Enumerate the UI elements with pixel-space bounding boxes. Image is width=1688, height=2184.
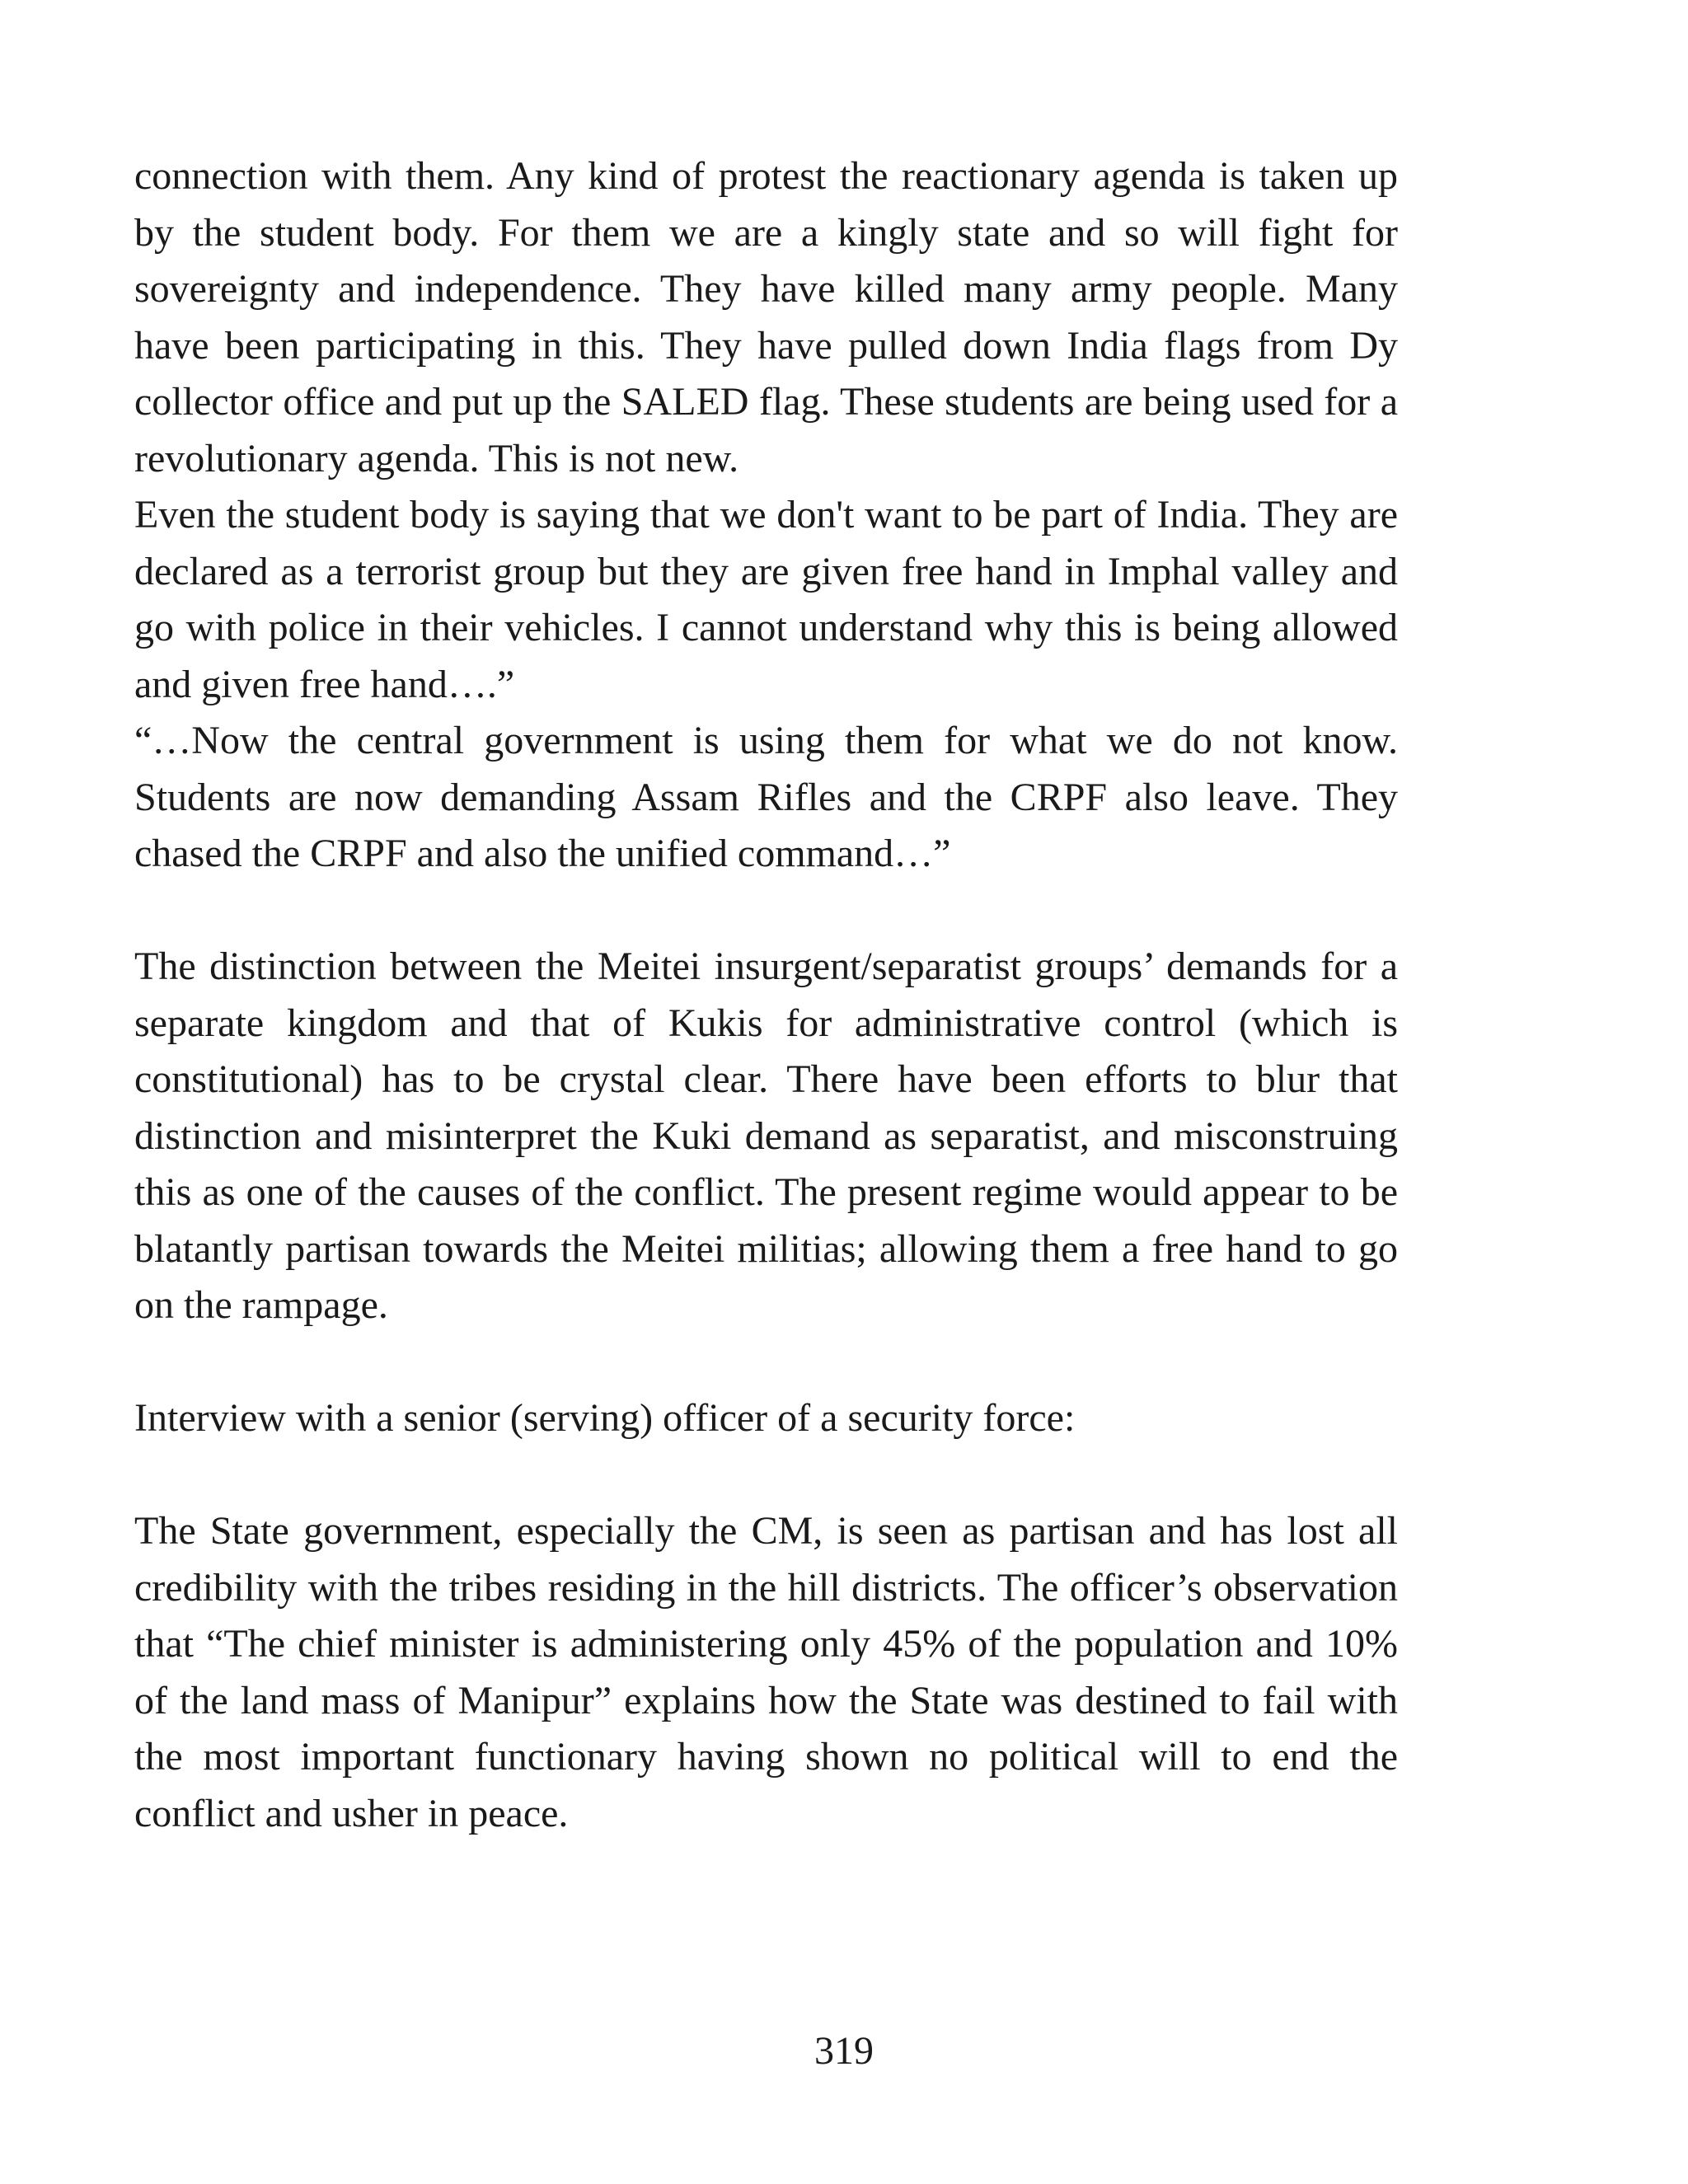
page-body xyxy=(134,148,1398,1842)
paragraph-interview-heading: Interview with a senior (serving) officer of a security force: xyxy=(134,1396,1076,1440)
paragraph-distinction: The distinction between the Meitei insurgent/separatist groups’ demands for a separate kingdom and that of Kukis for administrative control (which is constitutional) has to be crystal clear. There have been efforts to blur that distinction and misinterpret the Kuki demand as separatist, and misconstruing this as one of the causes of the conflict. The present regime would appear to be blatantly partisan towards the Meitei militias; allowing them a free hand to go on the rampage. xyxy=(134,944,1398,1327)
paragraph-student-body: Even the student body is saying that we don't want to be part of India. They are declared as a terrorist group but they are given free hand in Imphal valley and go with police in their vehicles. I cannot understand why this is being allowed and given free hand….” xyxy=(134,493,1398,706)
page-number: 319 xyxy=(814,2029,874,2073)
paragraph-quote-continuation: connection with them. Any kind of protest the reactionary agenda is taken up by the student body. For them we are a kingly state and so will fight for sovereignty and independence. They have killed many army people. Many have been participating in this. They have pulled down India flags from Dy collector office and put up the SALED flag. These students are being used for a revolutionary agenda. This is not new. xyxy=(134,154,1398,480)
paragraph-central-government: “…Now the central government is using them for what we do not know. Students are now demanding Assam Rifles and the CRPF also leave. They chased the CRPF and also the unified command…” xyxy=(134,719,1398,875)
paragraph-state-government: The State government, especially the CM, is seen as partisan and has lost all credibility with the tribes residing in the hill districts. The officer’s observation that “The chief minister is administering only 45% of the population and 10% of the land mass of Manipur” explains how the State was destined to fail with the most important functionary having shown no political will to end the conflict and usher in peace. xyxy=(134,1509,1398,1835)
